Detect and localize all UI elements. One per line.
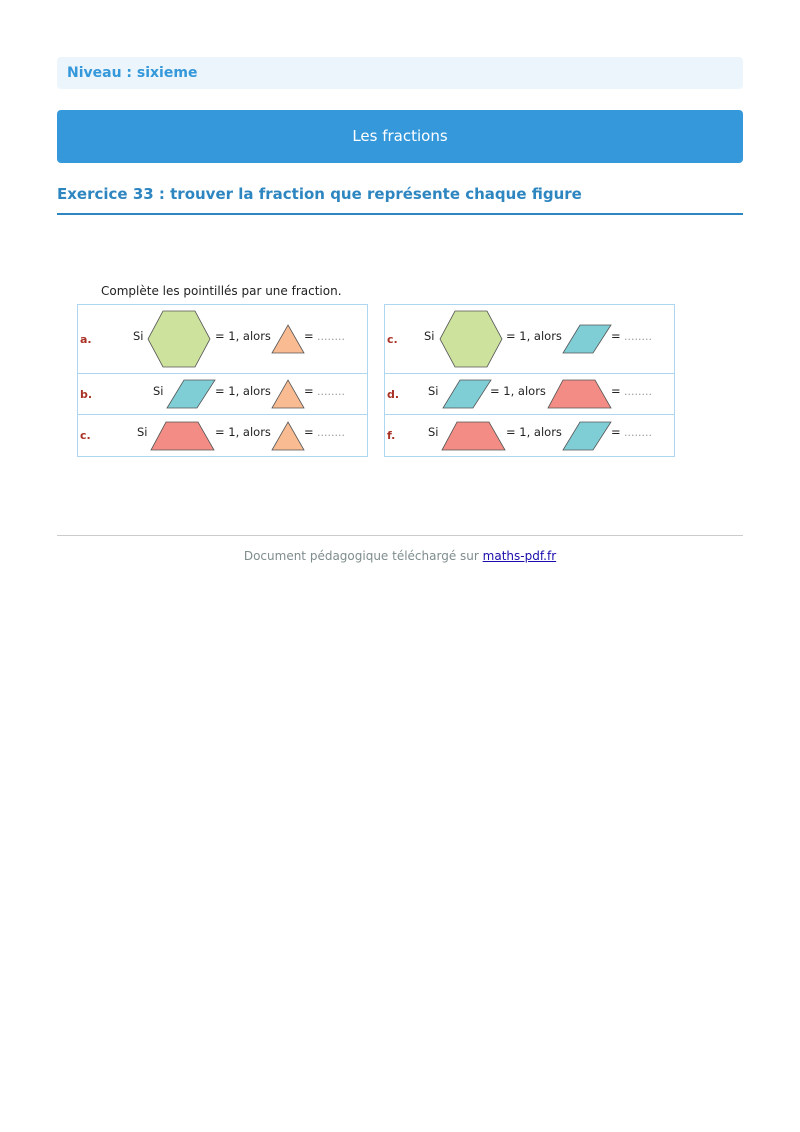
equals-alors-text: = 1, alors xyxy=(506,425,562,439)
exercise-row-d xyxy=(385,374,674,415)
si-text: Si xyxy=(153,384,164,398)
level-box xyxy=(57,57,743,89)
rhombus-shape xyxy=(562,421,612,451)
trapezoid-shape xyxy=(441,421,507,451)
answer-dots: ........ xyxy=(624,330,652,343)
answer-dots: ........ xyxy=(317,426,345,439)
instruction-text: Complète les pointillés par une fraction. xyxy=(101,284,342,298)
hexagon-shape xyxy=(147,310,211,368)
topic-banner: Les fractions xyxy=(57,110,743,163)
row-label: b. xyxy=(80,388,93,401)
equals-alors-text: = 1, alors xyxy=(506,329,562,343)
si-text: Si xyxy=(424,329,435,343)
equals-text: = xyxy=(304,384,314,398)
answer-dots: ........ xyxy=(624,426,652,439)
exercise-title: Exercice 33 : trouver la fraction que représente chaque figure xyxy=(57,185,743,215)
footer-text: Document pédagogique téléchargé sur xyxy=(243,549,479,563)
si-text: Si xyxy=(137,425,148,439)
row-label: d. xyxy=(387,388,400,401)
exercise-table-right xyxy=(384,304,675,457)
rhombus-shape xyxy=(562,324,612,354)
row-label: c. xyxy=(80,429,91,442)
exercise-row-a xyxy=(78,305,367,374)
triangle-shape xyxy=(271,421,305,451)
exercise-row-c xyxy=(78,415,367,456)
footer-link[interactable]: maths-pdf.fr xyxy=(482,549,557,563)
rhombus-shape xyxy=(442,379,492,409)
footer-divider xyxy=(57,535,743,536)
exercise-table-left xyxy=(77,304,368,457)
equals-text: = xyxy=(611,329,621,343)
equals-alors-text: = 1, alors xyxy=(215,425,271,439)
trapezoid-shape xyxy=(150,421,216,451)
answer-dots: ........ xyxy=(317,330,345,343)
exercise-row-c-right xyxy=(385,305,674,374)
footer xyxy=(57,549,743,563)
row-label: f. xyxy=(387,429,396,442)
hexagon-shape xyxy=(439,310,503,368)
row-label: a. xyxy=(80,333,92,346)
rhombus-shape xyxy=(166,379,216,409)
trapezoid-shape xyxy=(547,379,613,409)
triangle-shape xyxy=(271,324,305,354)
row-label: c. xyxy=(387,333,398,346)
equals-alors-text: = 1, alors xyxy=(215,384,271,398)
si-text: Si xyxy=(428,384,439,398)
equals-text: = xyxy=(611,425,621,439)
si-text: Si xyxy=(428,425,439,439)
equals-alors-text: = 1, alors xyxy=(490,384,546,398)
equals-text: = xyxy=(611,384,621,398)
equals-text: = xyxy=(304,329,314,343)
level-label: Niveau : sixieme xyxy=(67,65,198,81)
answer-dots: ........ xyxy=(317,385,345,398)
answer-dots: ........ xyxy=(624,385,652,398)
exercise-row-f xyxy=(385,415,674,456)
equals-alors-text: = 1, alors xyxy=(215,329,271,343)
exercise-row-b xyxy=(78,374,367,415)
si-text: Si xyxy=(133,329,144,343)
equals-text: = xyxy=(304,425,314,439)
triangle-shape xyxy=(271,379,305,409)
